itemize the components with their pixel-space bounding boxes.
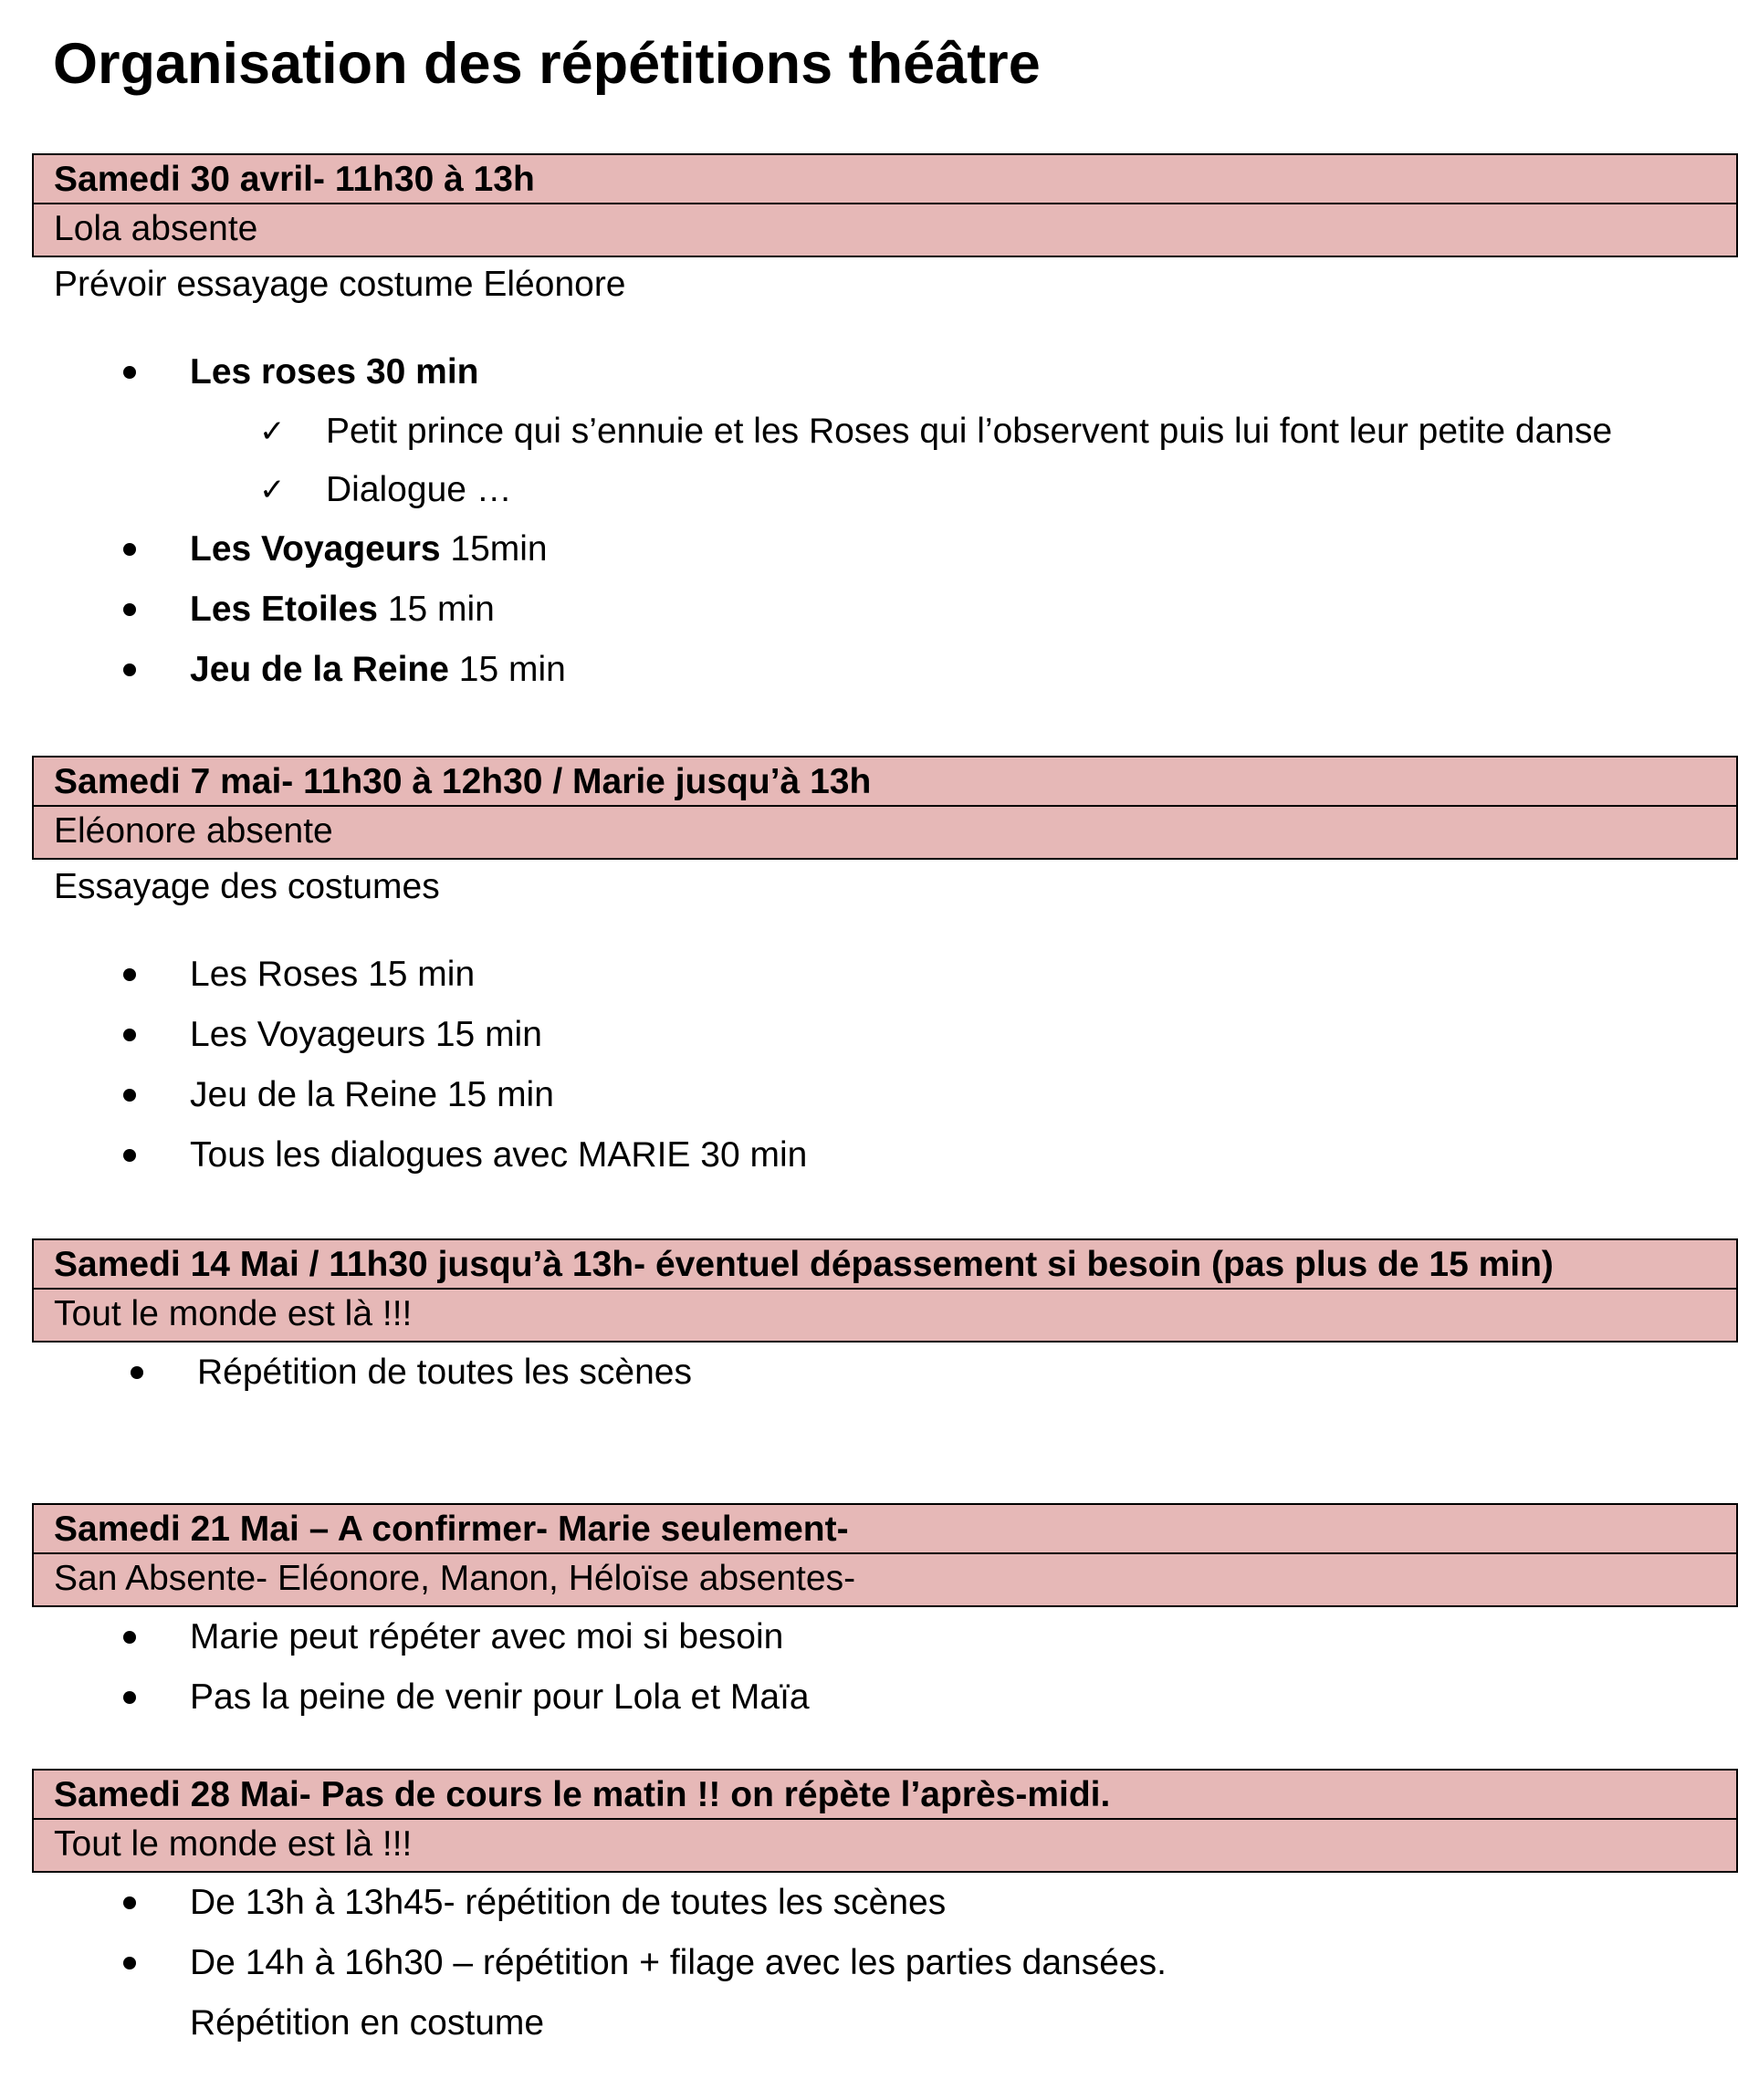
session-14-mai bbox=[32, 1238, 1738, 1403]
bullet-list bbox=[32, 945, 1738, 1186]
bullet-icon bbox=[123, 543, 136, 556]
session-date-header: Samedi 14 Mai / 11h30 jusqu’à 13h- éventuel dépassement si besoin (pas plus de 15 min) bbox=[32, 1238, 1738, 1290]
item-text: Jeu de la Reine 15 min bbox=[190, 1075, 554, 1114]
check-item bbox=[32, 461, 1738, 519]
list-item bbox=[32, 640, 1738, 700]
item-text: Les Voyageurs 15 min bbox=[190, 1015, 542, 1054]
list-item bbox=[32, 1607, 1738, 1667]
list-item bbox=[32, 1667, 1738, 1728]
check-item bbox=[32, 402, 1738, 461]
item-text: Répétition de toutes les scènes bbox=[197, 1353, 693, 1392]
session-plain-text: Essayage des costumes bbox=[54, 867, 440, 906]
bullet-icon bbox=[123, 1896, 136, 1909]
item-text: Les Roses 15 min bbox=[190, 955, 476, 994]
bullet-icon bbox=[123, 1957, 136, 1969]
session-note: Eléonore absente bbox=[32, 807, 1738, 860]
checkmark-icon: ✓ bbox=[259, 413, 286, 450]
item-text: Tous les dialogues avec MARIE 30 min bbox=[190, 1135, 808, 1175]
item-title: Jeu de la Reine bbox=[190, 650, 449, 689]
item-duration: 15min bbox=[440, 529, 548, 569]
bullet-icon bbox=[123, 603, 136, 616]
list-item bbox=[32, 1005, 1738, 1065]
session-30-avril bbox=[32, 153, 1738, 700]
item-duration: 15 min bbox=[448, 650, 566, 689]
bullet-icon bbox=[123, 968, 136, 981]
list-item bbox=[32, 519, 1738, 580]
session-date-header: Samedi 28 Mai- Pas de cours le matin !! on répète l’après-midi. bbox=[32, 1769, 1738, 1820]
session-date-header: Samedi 30 avril- 11h30 à 13h bbox=[32, 153, 1738, 204]
item-text: De 13h à 13h45- répétition de toutes les scènes bbox=[190, 1883, 947, 1922]
bullet-list bbox=[32, 1607, 1738, 1728]
session-date-header: Samedi 21 Mai – A confirmer- Marie seulement- bbox=[32, 1503, 1738, 1554]
item-continuation: Répétition en costume bbox=[190, 2003, 545, 2043]
session-7-mai bbox=[32, 756, 1738, 1186]
bullet-list bbox=[32, 519, 1738, 700]
bullet-icon bbox=[123, 1631, 136, 1644]
bullet-icon bbox=[123, 1149, 136, 1162]
bullet-icon bbox=[123, 1089, 136, 1102]
item-duration: 15 min bbox=[377, 590, 495, 629]
item-text: Pas la peine de venir pour Lola et Maïa bbox=[190, 1677, 810, 1717]
bullet-list bbox=[39, 1343, 1738, 1403]
list-item bbox=[32, 580, 1738, 640]
list-item bbox=[32, 1873, 1738, 1933]
item-text: De 14h à 16h30 – répétition + filage avec les parties dansées. bbox=[190, 1943, 1167, 1982]
session-note: Lola absente bbox=[32, 204, 1738, 257]
session-plain-text: Prévoir essayage costume Eléonore bbox=[54, 265, 626, 304]
session-note: Tout le monde est là !!! bbox=[32, 1820, 1738, 1873]
item-text: Marie peut répéter avec moi si besoin bbox=[190, 1617, 784, 1656]
session-21-mai bbox=[32, 1503, 1738, 1728]
check-list bbox=[32, 402, 1738, 519]
session-note: Tout le monde est là !!! bbox=[32, 1290, 1738, 1343]
bullet-list bbox=[32, 1873, 1738, 1993]
item-title: Les Etoiles bbox=[190, 590, 378, 629]
check-item-text: Dialogue … bbox=[326, 470, 512, 509]
list-item bbox=[32, 1933, 1738, 1993]
check-item-text: Petit prince qui s’ennuie et les Roses qui l’observent puis lui font leur petite danse bbox=[326, 412, 1613, 451]
session-note: San Absente- Eléonore, Manon, Héloïse absentes- bbox=[32, 1554, 1738, 1607]
item-title: Les roses 30 min bbox=[190, 352, 479, 392]
page-title: Organisation des répétitions théâtre bbox=[53, 32, 1041, 96]
list-item bbox=[32, 1065, 1738, 1125]
bullet-icon bbox=[123, 1691, 136, 1704]
list-item bbox=[39, 1343, 1738, 1403]
list-item bbox=[32, 1125, 1738, 1186]
bullet-icon bbox=[131, 1366, 143, 1379]
bullet-icon bbox=[123, 366, 136, 379]
bullet-list bbox=[32, 342, 1738, 402]
checkmark-icon: ✓ bbox=[259, 472, 286, 508]
bullet-icon bbox=[123, 1029, 136, 1041]
session-28-mai bbox=[32, 1769, 1738, 2053]
list-item bbox=[32, 945, 1738, 1005]
bullet-icon bbox=[123, 663, 136, 676]
list-item bbox=[32, 342, 1738, 402]
item-title: Les Voyageurs bbox=[190, 529, 441, 569]
session-date-header: Samedi 7 mai- 11h30 à 12h30 / Marie jusqu’à 13h bbox=[32, 756, 1738, 807]
